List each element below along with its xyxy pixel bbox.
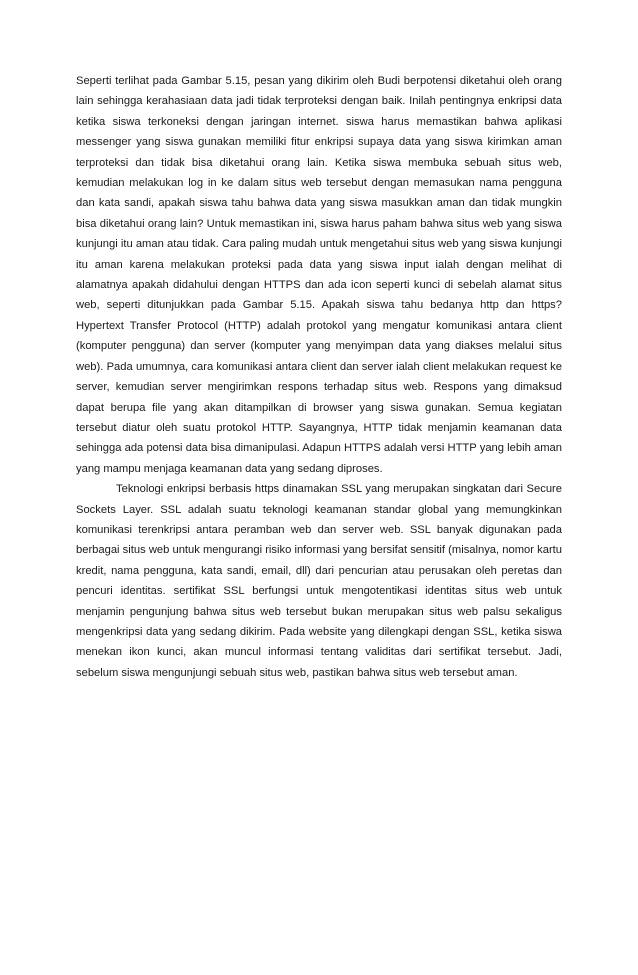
paragraph-1: Seperti terlihat pada Gambar 5.15, pesan yang dikirim oleh Budi berpotensi diketahui oleh orang lain sehingga kerahasiaan data jadi tidak terproteksi dengan baik. Inilah pentingnya enkripsi data ketika siswa terkoneksi dengan jaringan internet. siswa harus memastikan bahwa aplikasi messenger yang siswa gunakan memiliki fitur enkripsi supaya data yang siswa kirimkan aman terproteksi dan tidak bisa diketahui orang lain. Ketika siswa membuka sebuah situs web, kemudian melakukan log in ke dalam situs web tersebut dengan memasukan nama pengguna dan kata sandi, apakah siswa tahu bahwa data yang siswa masukkan aman dan tidak mungkin bisa diketahui orang lain? Untuk memastikan ini, siswa harus paham bahwa situs web yang siswa kunjungi itu aman atau tidak. Cara paling mudah untuk mengetahui situs web yang siswa kunjungi itu aman karena melakukan proteksi pada data yang siswa input ialah dengan melihat di alamatnya apakah didahului dengan HTTPS dan ada icon seperti kunci di sebelah alamat situs web, seperti ditunjukkan pada Gambar 5.15. Apakah siswa tahu bedanya http dan https? Hypertext Transfer Protocol (HTTP) adalah protokol yang mengatur komunikasi antara client (komputer pengguna) dan server (komputer yang menyimpan data yang diakses melalui situs web). Pada umumnya, cara komunikasi antara client dan server ialah client melakukan request ke server, kemudian server mengirimkan respons terhadap situs web. Respons yang dimaksud dapat berupa file yang akan ditampilkan di browser yang siswa gunakan. Semua kegiatan tersebut diatur oleh suatu protokol HTTP. Sayangnya, HTTP tidak menjamin keamanan data sehingga ada potensi data bisa dimanipulasi. Adapun HTTPS adalah versi HTTP yang lebih aman yang mampu menjaga keamanan data yang sedang diproses. bbox=[76, 75, 562, 475]
document-page bbox=[76, 71, 562, 683]
paragraph-2: Teknologi enkripsi berbasis https dinamakan SSL yang merupakan singkatan dari Secure Sockets Layer. SSL adalah suatu teknologi keamanan standar global yang memungkinkan komunikasi terenkripsi antara peramban web dan server web. SSL banyak digunakan pada berbagai situs web untuk mengurangi risiko informasi yang bersifat sensitif (misalnya, nomor kartu kredit, nama pengguna, kata sandi, email, dll) dari pencurian atau perusakan oleh peretas dan pencuri identitas. sertifikat SSL berfungsi untuk mengotentikasi identitas situs web untuk menjamin pengunjung bahwa situs web tersebut bukan merupakan situs web palsu sekaligus mengenkripsi data yang sedang dikirim. Pada website yang dilengkapi dengan SSL, ketika siswa menekan ikon kunci, akan muncul informasi tentang validitas dari sertifikat tersebut. Jadi, sebelum siswa mengunjungi sebuah situs web, pastikan bahwa situs web tersebut aman. bbox=[76, 483, 562, 679]
